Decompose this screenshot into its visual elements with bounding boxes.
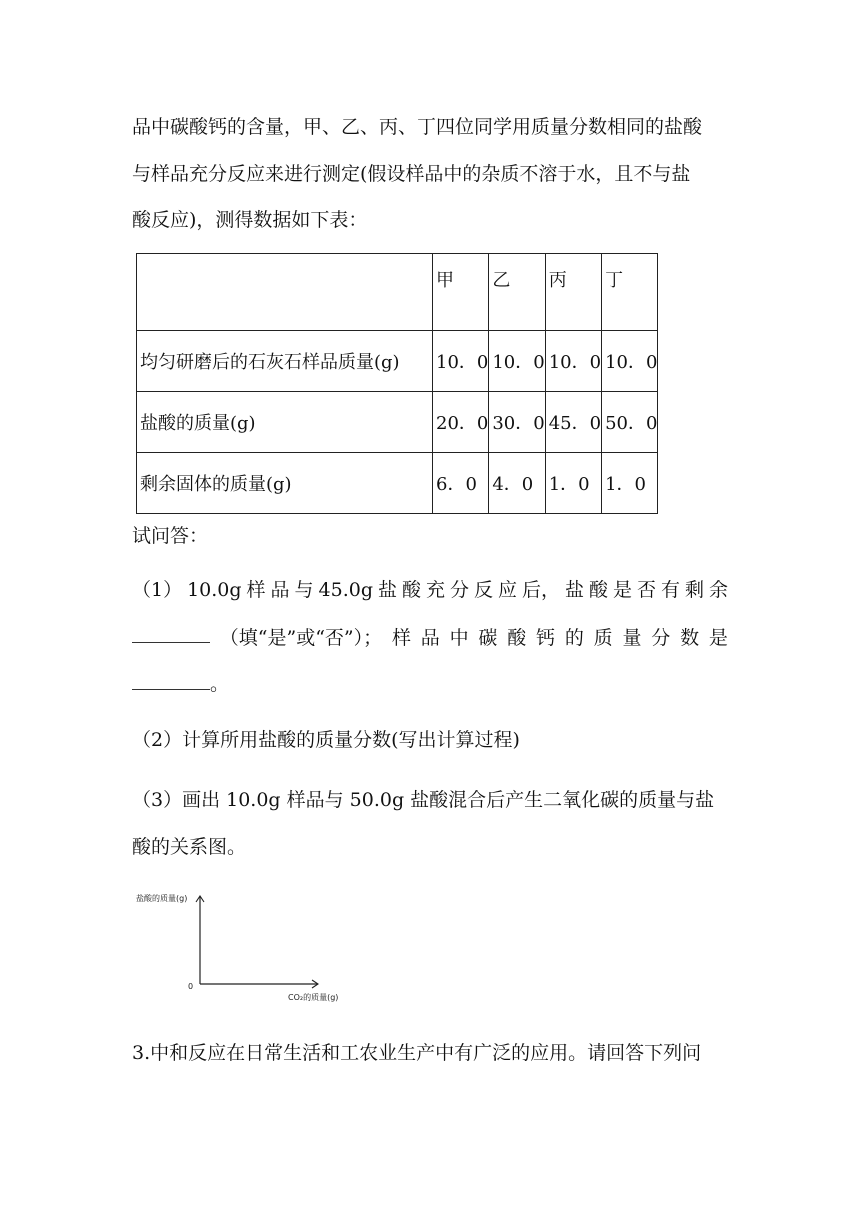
q1-token: 量 [622,627,642,649]
table-cell: 50．0 [602,392,658,453]
q1-token: 样 [391,627,411,649]
q1-token: 品 [420,627,440,649]
prompt-text: 试问答： [132,525,209,547]
table-header-jia: 甲 [433,254,489,331]
table-cell: 45．0 [545,392,601,453]
table-header-blank [137,254,433,331]
table-cell: 20．0 [433,392,489,453]
q1-token: 后， [521,579,560,601]
table-cell: 4．0 [489,453,545,514]
table-cell: 6．0 [433,453,489,514]
q1-token: 酸 [507,627,527,649]
q1-token: 盐 [564,579,584,601]
intro-line-1: 品中碳酸钙的含量，甲、乙、丙、丁四位同学用质量分数相同的盐酸 [132,116,703,138]
q1-token: 与 [294,579,314,601]
table-row [137,392,658,453]
q1-token: 充 [425,579,445,601]
data-table [136,253,658,514]
table-row [137,331,658,392]
row-label: 剩余固体的质量(g) [137,453,433,514]
q1-token: 数 [680,627,700,649]
table-cell: 10．0 [489,331,545,392]
q1-token: 10.0g [187,579,242,601]
q1-token: 的 [564,627,584,649]
q1-end-punct: 。 [210,673,230,695]
q1-token: 应 [497,579,517,601]
table-cell: 10．0 [433,331,489,392]
question-1-line-2 [132,626,728,650]
table-cell: 1．0 [545,453,601,514]
q1-token: 有 [660,579,680,601]
answer-blank-2[interactable] [132,673,210,690]
q1-token: 是 [612,579,632,601]
axes-graph [130,888,370,1008]
q1-token: 样 [246,579,266,601]
question-3-line-1: （3）画出 10.0g 样品与 50.0g 盐酸混合后产生二氧化碳的质量与盐 [132,789,715,811]
row-label: 均匀研磨后的石灰石样品质量(g) [137,331,433,392]
q1-token: 余 [708,579,728,601]
answer-blank-1[interactable] [132,626,210,643]
q1-token: 反 [473,579,493,601]
table-cell: 30．0 [489,392,545,453]
q1-token: 剩 [684,579,704,601]
q1-token: 碳 [478,627,498,649]
table-row [137,453,658,514]
graph-origin: 0 [188,982,194,991]
intro-line-3: 酸反应)，测得数据如下表： [132,209,368,231]
table-header-yi: 乙 [489,254,545,331]
question-1-line-1 [132,578,728,602]
row-label: 盐酸的质量(g) [137,392,433,453]
q1-token: 中 [449,627,469,649]
q1-token: 45.0g [318,579,373,601]
question-section-3: 3.中和反应在日常生活和工农业生产中有广泛的应用。请回答下列问 [132,1042,702,1064]
q1-token: 品 [270,579,290,601]
q1-token: 分 [449,579,469,601]
q1-token: 否 [636,579,656,601]
q1-token: 酸 [588,579,608,601]
q1-token: 质 [593,627,613,649]
table-cell: 1．0 [602,453,658,514]
q1-token: 盐 [377,579,397,601]
question-2: （2）计算所用盐酸的质量分数(写出计算过程) [132,729,520,751]
q1-token: 分 [651,627,671,649]
table-header-ding: 丁 [602,254,658,331]
table-cell: 10．0 [545,331,601,392]
question-1-line-3 [132,672,229,696]
question-3-line-2: 酸的关系图。 [132,836,247,858]
table-header-row [137,254,658,331]
q1-token: 是 [708,627,728,649]
intro-line-2: 与样品充分反应来进行测定(假设样品中的杂质不溶于水，且不与盐 [132,163,691,185]
table-header-bing: 丙 [545,254,601,331]
graph-x-label: CO₂的质量(g) [288,993,339,1002]
q1-token: （填“是”或“否”）； [219,627,383,649]
q1-token: （1） [132,579,183,601]
graph-y-label: 盐酸的质量(g) [136,894,188,903]
q1-token: 酸 [401,579,421,601]
table-cell: 10．0 [602,331,658,392]
q1-token: 钙 [536,627,556,649]
